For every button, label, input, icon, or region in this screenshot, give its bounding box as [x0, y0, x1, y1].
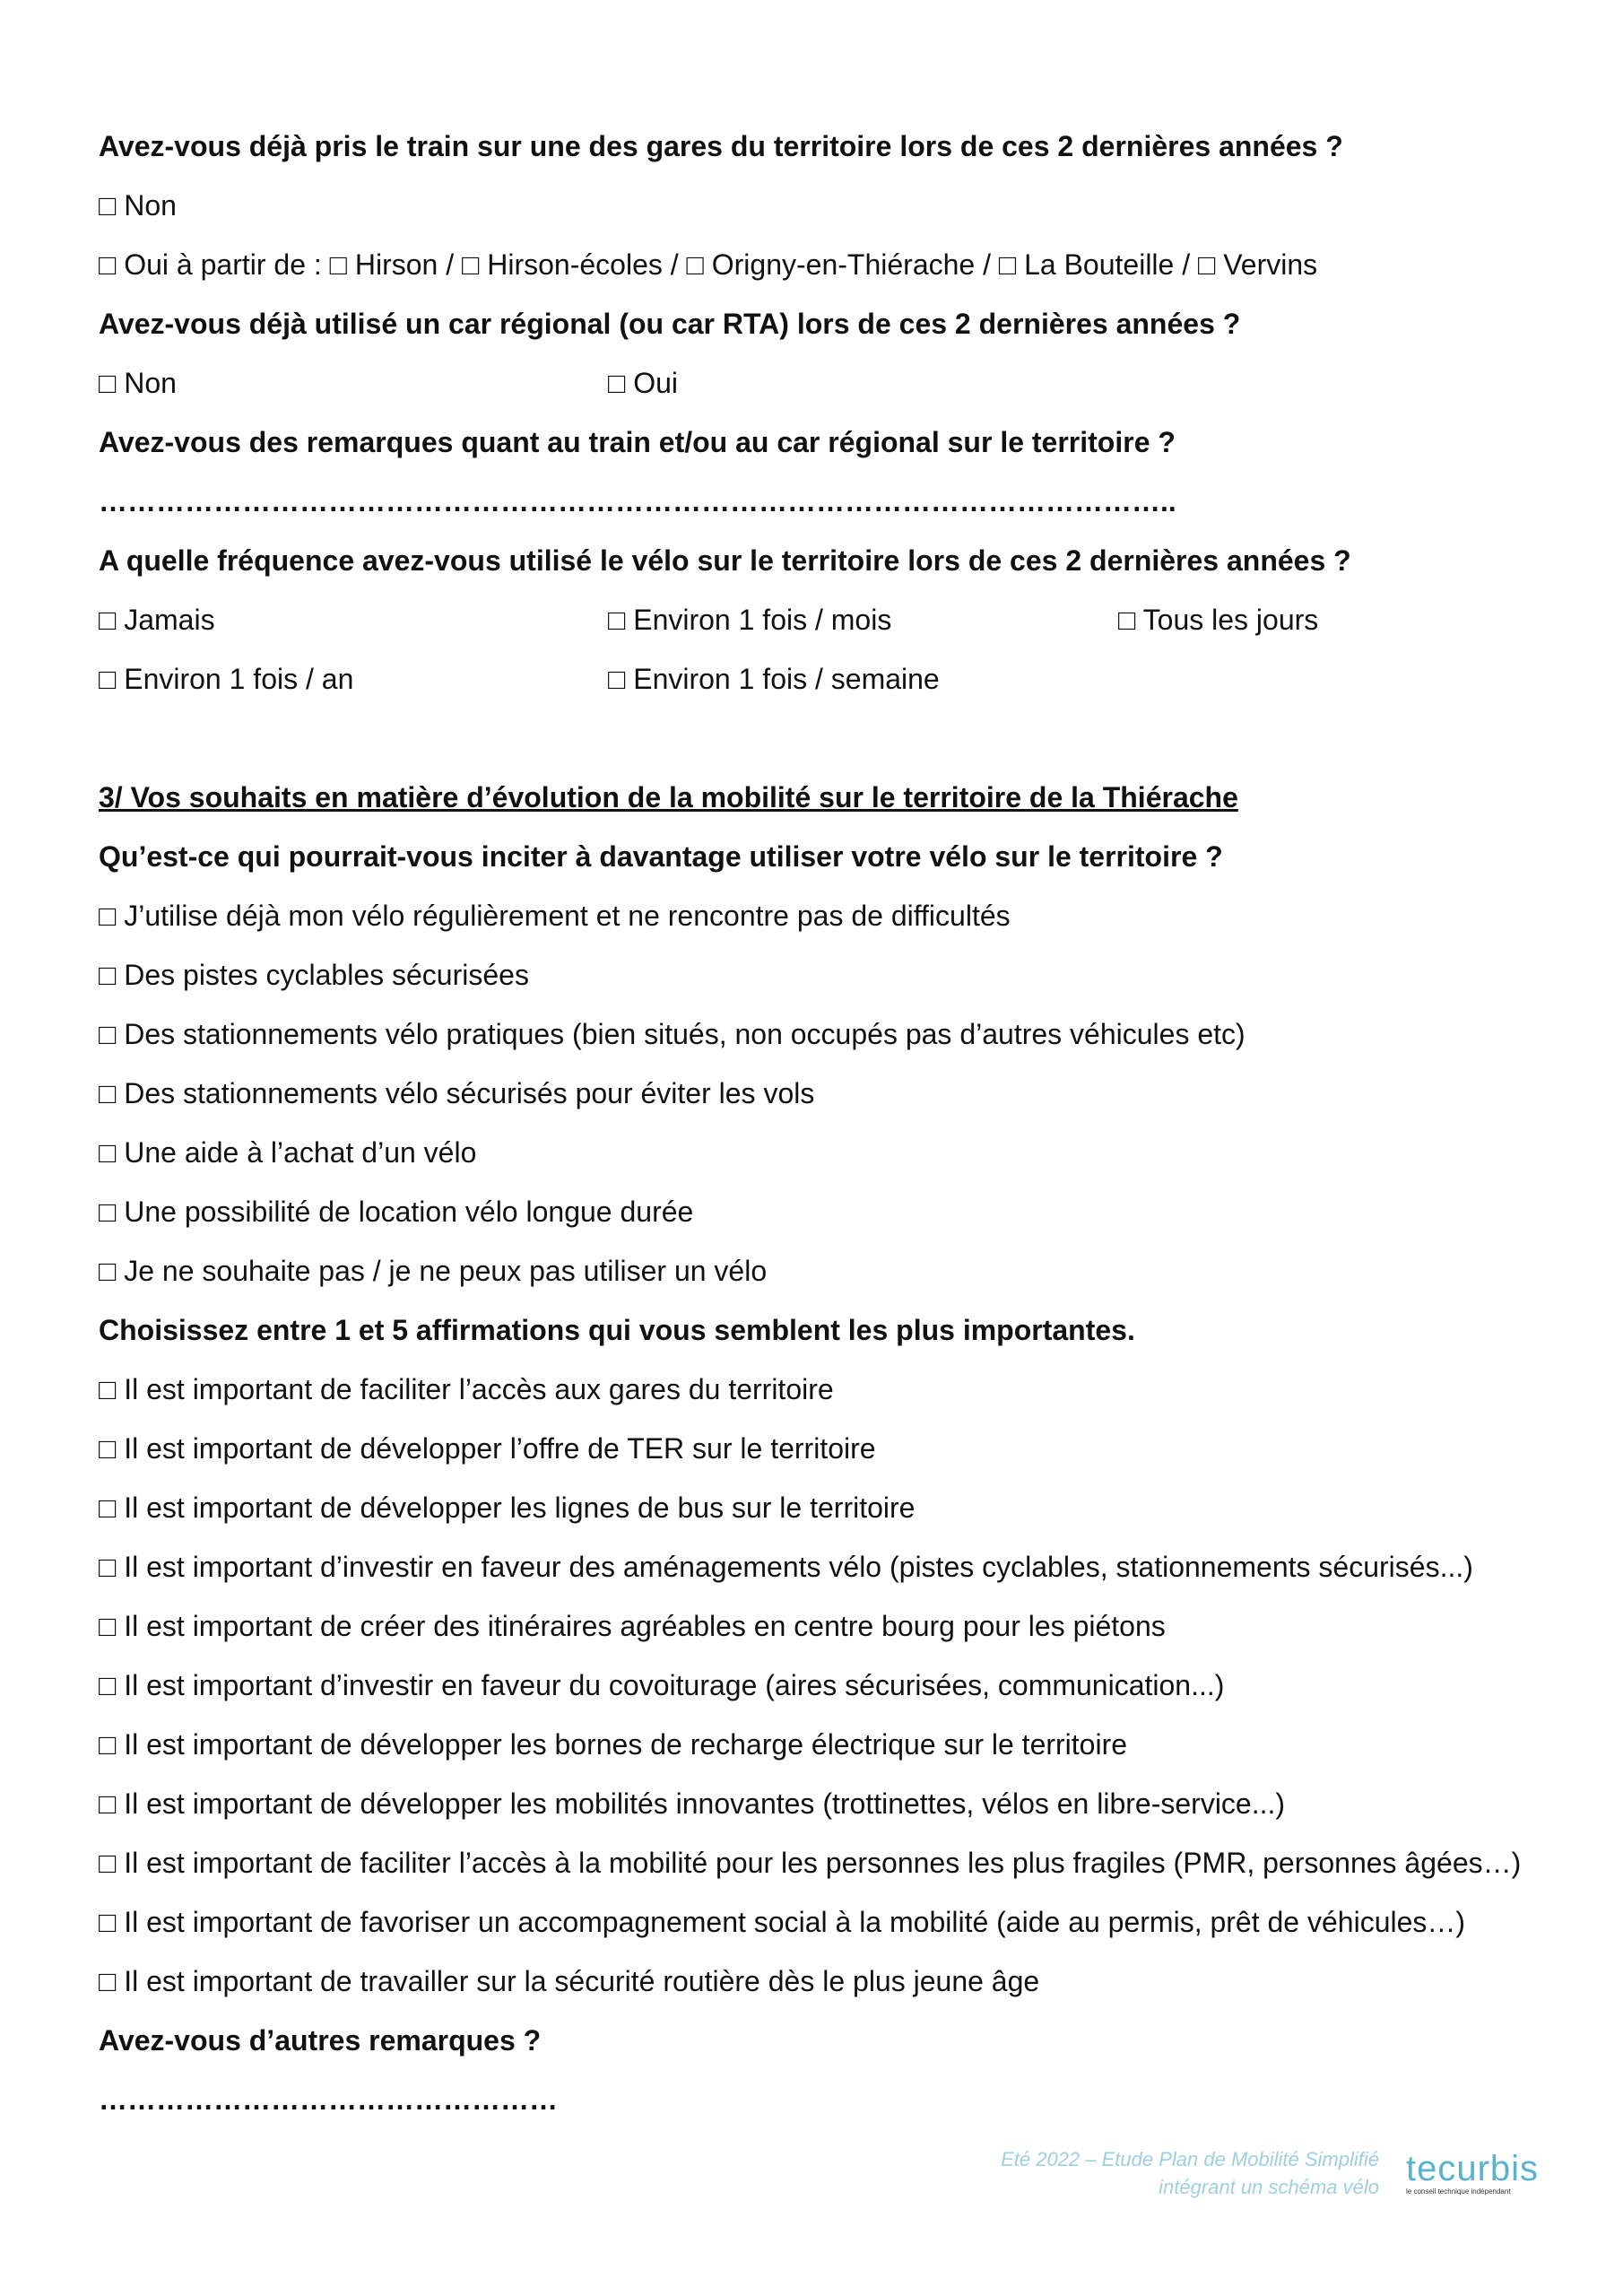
option-incentive[interactable]: □ Des stationnements vélo pratiques (bien situés, non occupés pas d’autres véhicules etc): [99, 1018, 1245, 1050]
logo-wordmark: tecurbis: [1406, 2149, 1540, 2188]
option-frequency-an[interactable]: □ Environ 1 fois / an: [99, 663, 354, 695]
section-heading-souhaits: 3/ Vos souhaits en matière d’évolution de la mobilité sur le territoire de la Thiérache: [99, 781, 1238, 813]
option-train-non[interactable]: □ Non: [99, 189, 177, 222]
question-bike-incentive-title: Qu’est-ce qui pourrait-vous inciter à davantage utiliser votre vélo sur le territoire ?: [99, 840, 1223, 873]
logo-tagline: le conseil technique indépendant: [1406, 2187, 1511, 2196]
option-priority[interactable]: □ Il est important de faciliter l’accès aux gares du territoire: [99, 1373, 834, 1405]
option-incentive[interactable]: □ J’utilise déjà mon vélo régulièrement et ne rencontre pas de difficultés: [99, 900, 1011, 932]
option-incentive[interactable]: □ Des pistes cyclables sécurisées: [99, 959, 529, 991]
option-frequency-semaine[interactable]: □ Environ 1 fois / semaine: [608, 663, 940, 695]
option-priority[interactable]: □ Il est important de favoriser un accompagnement social à la mobilité (aide au permis, prêt de véhicules…): [99, 1906, 1466, 1938]
option-train-oui-stations[interactable]: □ Oui à partir de : □ Hirson / □ Hirson-écoles / □ Origny-en-Thiérache / □ La Bouteille / □ Vervins: [99, 248, 1318, 281]
footer-line-2: intégrant un schéma vélo: [1159, 2176, 1379, 2198]
question-other-remarks-title: Avez-vous d’autres remarques ?: [99, 2024, 542, 2057]
option-incentive[interactable]: □ Des stationnements vélo sécurisés pour éviter les vols: [99, 1077, 815, 1109]
option-incentive[interactable]: □ Une aide à l’achat d’un vélo: [99, 1136, 477, 1169]
option-incentive[interactable]: □ Une possibilité de location vélo longue durée: [99, 1196, 694, 1228]
answer-line-remarks-train[interactable]: …………………………………………………………………………………………………..: [99, 485, 1176, 517]
question-bike-frequency-title: A quelle fréquence avez-vous utilisé le vélo sur le territoire lors de ces 2 dernières années ?: [99, 544, 1351, 577]
option-car-non[interactable]: □ Non: [99, 367, 177, 399]
option-priority[interactable]: □ Il est important de développer l’offre de TER sur le territoire: [99, 1432, 876, 1465]
footer-line-1: Eté 2022 – Etude Plan de Mobilité Simplifié: [1001, 2148, 1379, 2170]
tecurbis-logo: [1406, 2151, 1541, 2196]
option-priority[interactable]: □ Il est important d’investir en faveur du covoiturage (aires sécurisées, communication...): [99, 1669, 1225, 1701]
option-priority[interactable]: □ Il est important de créer des itinéraires agréables en centre bourg pour les piétons: [99, 1610, 1166, 1642]
option-priority[interactable]: □ Il est important de développer les bornes de recharge électrique sur le territoire: [99, 1728, 1128, 1761]
footer-study-caption: [1001, 2145, 1379, 2201]
option-car-oui[interactable]: □ Oui: [608, 367, 679, 399]
question-car-title: Avez-vous déjà utilisé un car régional (ou car RTA) lors de ces 2 dernières années ?: [99, 308, 1241, 340]
option-priority[interactable]: □ Il est important d’investir en faveur des aménagements vélo (pistes cyclables, stationnements sécurisés...): [99, 1551, 1473, 1583]
question-remarks-train-title: Avez-vous des remarques quant au train et/ou au car régional sur le territoire ?: [99, 426, 1176, 458]
question-priorities-title: Choisissez entre 1 et 5 affirmations qui vous semblent les plus importantes.: [99, 1314, 1135, 1346]
answer-line-other-remarks[interactable]: …………………………………………: [99, 2083, 558, 2116]
option-incentive[interactable]: □ Je ne souhaite pas / je ne peux pas utiliser un vélo: [99, 1255, 768, 1287]
option-priority[interactable]: □ Il est important de faciliter l’accès à la mobilité pour les personnes les plus fragiles (PMR, personnes âgées…): [99, 1847, 1522, 1879]
option-frequency-tous-les-jours[interactable]: □ Tous les jours: [1118, 604, 1319, 636]
option-priority[interactable]: □ Il est important de travailler sur la sécurité routière dès le plus jeune âge: [99, 1965, 1040, 1997]
question-train-title: Avez-vous déjà pris le train sur une des gares du territoire lors de ces 2 dernières années ?: [99, 130, 1343, 162]
option-frequency-jamais[interactable]: □ Jamais: [99, 604, 215, 636]
option-frequency-mois[interactable]: □ Environ 1 fois / mois: [608, 604, 892, 636]
option-priority[interactable]: □ Il est important de développer les lignes de bus sur le territoire: [99, 1492, 916, 1524]
option-priority[interactable]: □ Il est important de développer les mobilités innovantes (trottinettes, vélos en libre-service...): [99, 1787, 1286, 1820]
